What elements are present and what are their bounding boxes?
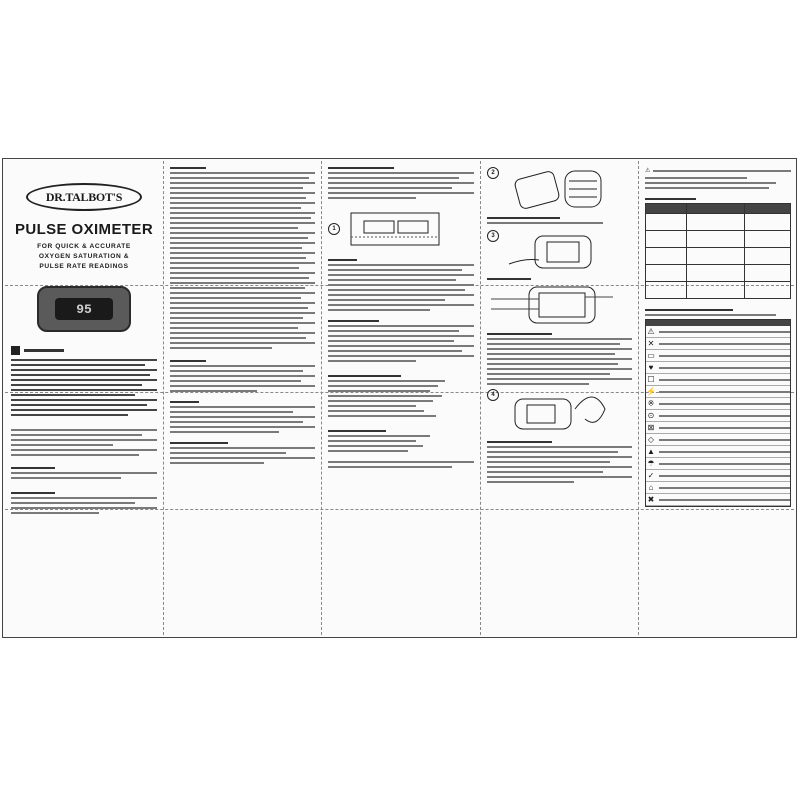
symbol-icon: ☐ [647, 375, 655, 384]
fold-line [480, 161, 481, 635]
section-header [11, 346, 157, 355]
checkbox-icon [11, 346, 20, 355]
fold-line [321, 161, 322, 635]
symbol-icon: ☂ [647, 459, 655, 468]
warning-note [645, 167, 791, 174]
product-title: PULSE OXIMETER [14, 221, 154, 238]
cover-panel [11, 167, 157, 629]
finger-diagram [487, 230, 632, 274]
fold-line [638, 161, 639, 635]
lanyard-attach-diagram [505, 389, 615, 433]
finger-insert-diagram [505, 230, 615, 274]
display-layout-diagram [487, 283, 617, 327]
symbol-icon: ▭ [647, 351, 655, 360]
text-panel [170, 167, 315, 629]
device-reading: 95 [55, 298, 113, 320]
symbol-icon: ⚠ [647, 327, 655, 336]
oximeter-open-diagram [505, 167, 615, 213]
symbol-icon: ◇ [647, 435, 655, 444]
instructions-panel [328, 167, 474, 629]
product-subtitle: PULSE RATE READINGS [39, 263, 129, 270]
battery-diagram [328, 207, 474, 251]
symbol-icon: ✕ [647, 339, 655, 348]
symbol-icon: ⊙ [647, 411, 655, 420]
oximeter-device-image [37, 286, 131, 332]
symbol-icon: ▲ [647, 447, 655, 456]
symbol-icon: ♥ [648, 363, 654, 372]
symbol-icon: ⚡ [646, 387, 656, 396]
step-icon: 4 [487, 389, 499, 401]
reference-panel [645, 167, 791, 629]
symbol-icon: ⌂ [648, 483, 654, 492]
lanyard-diagram [487, 389, 632, 433]
symbol-icon: ✖ [647, 495, 655, 504]
troubleshooting-table [645, 203, 791, 299]
instruction-sheet [2, 158, 797, 638]
symbol-icon: ⊠ [647, 423, 655, 432]
product-subtitle: OXYGEN SATURATION & [38, 253, 130, 260]
warning-icon: ⚠ [645, 168, 651, 174]
symbol-icon: ✓ [647, 471, 655, 480]
brand-logo: DR.TALBOT'S [26, 183, 142, 211]
fold-line [163, 161, 164, 635]
clip-diagram [487, 167, 632, 213]
step-icon: 2 [487, 167, 499, 179]
diagram-panel [487, 167, 632, 629]
battery-diagram-icon [346, 207, 446, 251]
display-diagram [487, 283, 632, 327]
step-icon: 3 [487, 230, 499, 242]
product-subtitle: FOR QUICK & ACCURATE [37, 243, 131, 250]
step-icon: 1 [328, 223, 340, 235]
symbol-icon: ※ [647, 399, 655, 408]
symbols-list [645, 319, 791, 507]
